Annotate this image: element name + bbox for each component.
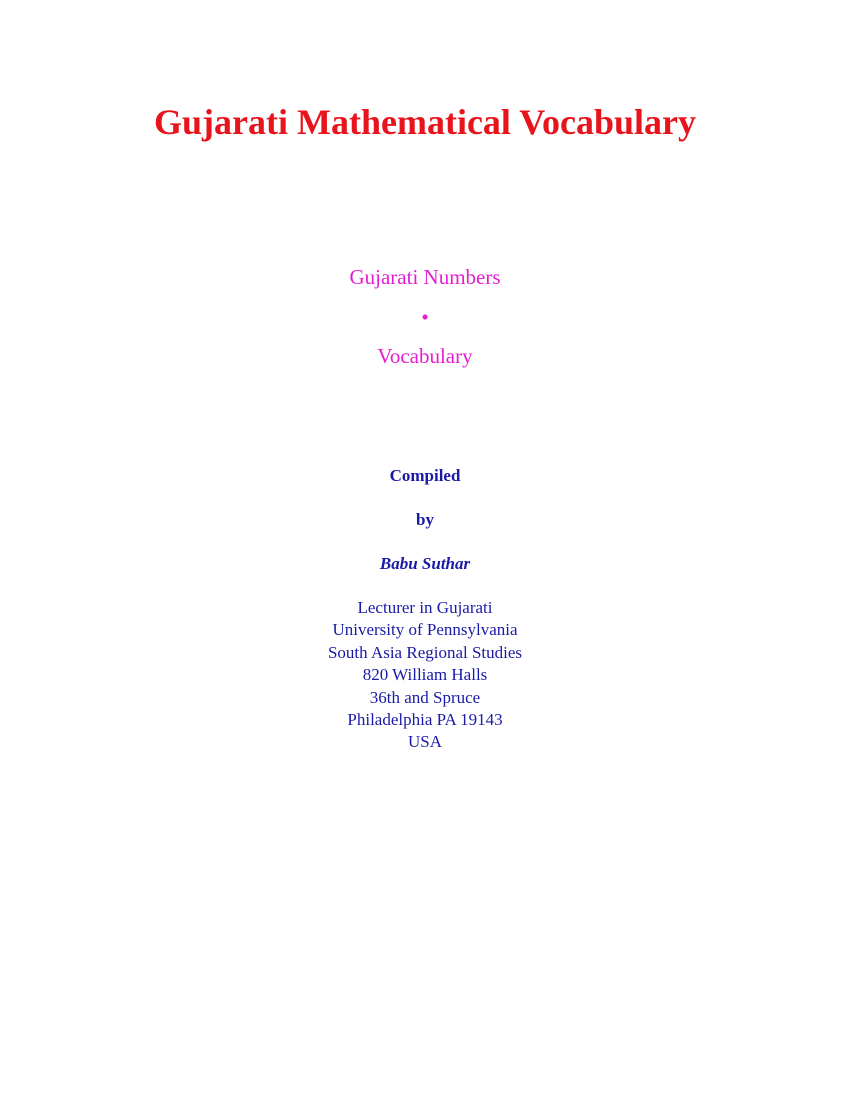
address-line-streets: 36th and Spruce — [369, 687, 481, 707]
author-address — [0, 597, 850, 754]
address-line-building: 820 William Halls — [362, 665, 488, 685]
compiled-label: Compiled — [389, 466, 461, 485]
document-title: Gujarati Mathematical Vocabulary — [154, 102, 696, 142]
address-line-city: Philadelphia PA 19143 — [347, 710, 503, 730]
author-name: Babu Suthar — [379, 554, 471, 573]
address-line-department: South Asia Regional Studies — [327, 642, 523, 662]
address-line-university: University of Pennsylvania — [332, 620, 518, 640]
by-label: by — [416, 510, 434, 529]
address-line-country: USA — [407, 732, 442, 752]
topic-vocabulary: Vocabulary — [377, 344, 473, 368]
address-line-position: Lecturer in Gujarati — [357, 598, 493, 617]
bullet-separator: • — [421, 305, 429, 329]
topic-gujarati-numbers: Gujarati Numbers — [349, 265, 501, 289]
